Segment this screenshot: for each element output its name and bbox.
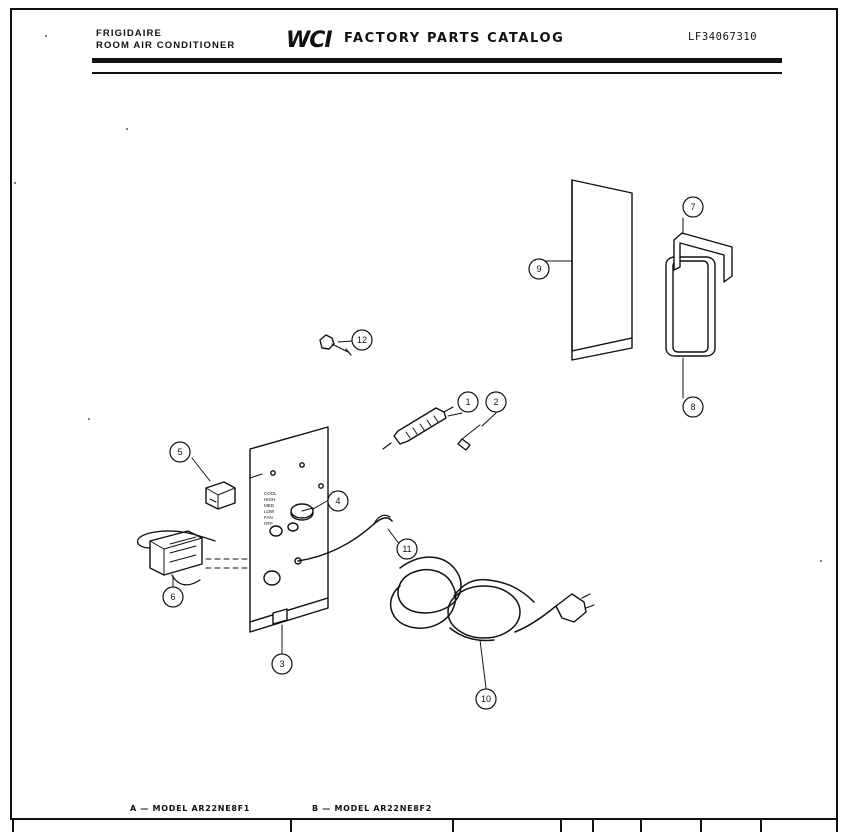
table-column-divider — [452, 818, 560, 832]
callout-number-10: 10 — [480, 694, 492, 705]
callout-number-11: 11 — [402, 544, 412, 555]
svg-text:LOW: LOW — [264, 509, 275, 514]
callout-number-7: 7 — [690, 202, 696, 213]
svg-text:MED: MED — [264, 503, 274, 508]
table-column-divider — [290, 818, 452, 832]
footer-note-b: B — MODEL AR22NE8F2 — [312, 804, 432, 813]
document-number: LF34067310 — [688, 31, 758, 43]
wci-logo: WCI — [286, 28, 332, 53]
table-column-divider — [760, 818, 836, 832]
svg-text:OFF: OFF — [264, 521, 273, 526]
table-column-divider — [700, 818, 760, 832]
callout-number-5: 5 — [177, 447, 183, 458]
table-column-divider — [640, 818, 700, 832]
table-column-divider — [560, 818, 592, 832]
brand-line-2: ROOM AIR CONDITIONER — [96, 40, 236, 51]
callout-number-3: 3 — [279, 659, 285, 670]
table-column-divider — [592, 818, 640, 832]
table-column-divider — [12, 818, 290, 832]
brand-line-1: FRIGIDAIRE — [96, 28, 162, 39]
callout-number-2: 2 — [493, 397, 499, 408]
table-column-divider — [836, 818, 838, 832]
parts-table-header — [12, 818, 836, 832]
svg-text:COOL: COOL — [264, 491, 277, 496]
callout-number-12: 12 — [356, 335, 368, 346]
svg-text:FAN: FAN — [264, 515, 273, 520]
callout-number-8: 8 — [690, 402, 696, 413]
catalog-title: FACTORY PARTS CATALOG — [344, 31, 565, 46]
svg-text:HIGH: HIGH — [264, 497, 276, 502]
exploded-parts-diagram — [10, 8, 838, 820]
footer-note-a: A — MODEL AR22NE8F1 — [130, 804, 251, 813]
callout-number-6: 6 — [170, 592, 176, 603]
callout-number-1: 1 — [465, 397, 471, 408]
callout-number-4: 4 — [335, 496, 341, 507]
callout-number-9: 9 — [536, 264, 542, 275]
